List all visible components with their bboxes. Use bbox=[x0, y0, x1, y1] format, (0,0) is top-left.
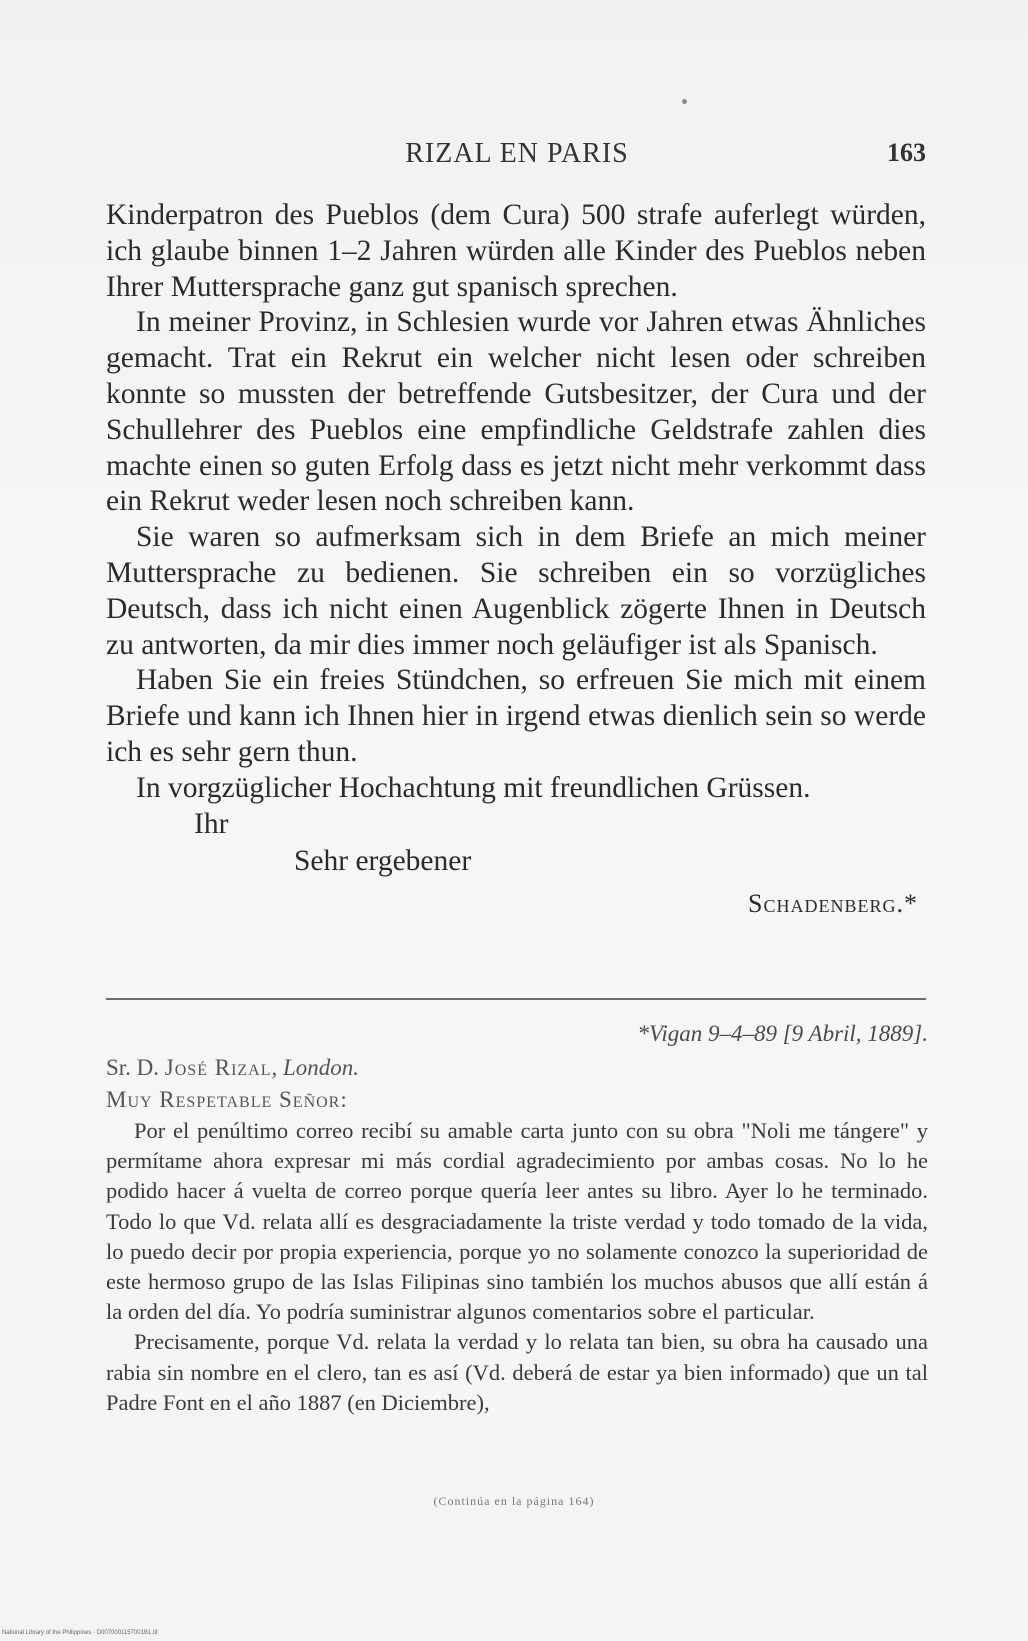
ink-speck bbox=[682, 99, 687, 104]
footnote: *Vigan 9–4–89 [9 Abril, 1889]. bbox=[637, 1021, 928, 1046]
continuation-note: (Continúa en la página 164) bbox=[433, 1494, 595, 1508]
reply-heading bbox=[106, 1052, 359, 1116]
signature: Schadenberg.* bbox=[748, 889, 918, 919]
addressee-prefix: Sr. D. bbox=[106, 1055, 160, 1080]
addressee-place: , London. bbox=[271, 1055, 360, 1080]
letter-paragraph: Sie waren so aufmerksam sich in dem Briefe an mich meiner Muttersprache zu bedienen. Sie schreiben ein so vorzügliches Deutsch, dass ich nicht einen Augenblick zögerte Ihnen in Deutsch zu antworten, da mir dies immer noch geläufiger ist als Spanisch. bbox=[106, 521, 926, 661]
letter-closing-ihr: Ihr bbox=[194, 807, 229, 840]
letter-closing: In vorgzüglicher Hochachtung mit freundlichen Grüssen. bbox=[136, 771, 811, 804]
salutation: Muy Respetable Señor: bbox=[106, 1087, 348, 1112]
reply-paragraph: Por el penúltimo correo recibí su amable carta junto con su obra "Noli me tángere" y permítame ahora expresar mi más cordial agradecimiento por ambas cosas. No lo he podido hacer á vuelta de correo porque quería leer antes su libro. Ayer lo he terminado. Todo lo que Vd. relata allí es desgraciadamente la triste verdad y todo tomado de la vida, lo puedo decir por propia experiencia, porque yo no solamente conozco la superioridad de este hermoso grupo de las Islas Filipinas sino también los muchos abusos que allí están á la orden del día. Yo podría suministrar algunos comentarios sobre el particular. bbox=[106, 1118, 928, 1325]
addressee-name: José Rizal bbox=[164, 1055, 272, 1080]
library-credit: National Library of the Philippines · D0070001157001B1.tif bbox=[2, 1630, 158, 1636]
letter-paragraph: Kinderpatron des Pueblos (dem Cura) 500 strafe auferlegt würden, ich glaube binnen 1–2 Jahren würden alle Kinder des Pueblos neben Ihrer Muttersprache ganz gut spanisch sprechen. bbox=[106, 199, 926, 303]
letter-paragraph: Haben Sie ein freies Stündchen, so erfreuen Sie mich mit einem Briefe und kann ich Ihnen hier in irgend etwas dienlich sein so werde ich es sehr gern thun. bbox=[106, 664, 926, 768]
letter-paragraph: In meiner Provinz, in Schlesien wurde vor Jahren etwas Ähnliches gemacht. Trat ein Rekrut ein welcher nicht lesen oder schreiben konnte so mussten der betreffende Gutsbesitzer, der Cura und der Schullehrer des Pueblos eine empfindliche Geldstrafe zahlen dies machte einen so guten Erfolg dass es jetzt nicht mehr verkommt dass ein Rekrut weder lesen noch schreiben kann. bbox=[106, 306, 926, 518]
page-header bbox=[108, 138, 926, 172]
letter-closing-ergebener: Sehr ergebener bbox=[294, 845, 472, 878]
german-letter bbox=[106, 198, 926, 922]
page-number: 163 bbox=[887, 138, 926, 167]
spanish-letter bbox=[106, 1116, 928, 1418]
reply-paragraph: Precisamente, porque Vd. relata la verdad y lo relata tan bien, su obra ha causado una rabia sin nombre en el clero, tan es así (Vd. deberá de estar ya bien informado) que un tal Padre Font en el año 1887 (en Diciembre), bbox=[106, 1329, 928, 1415]
addressee-line bbox=[106, 1052, 359, 1084]
running-title: RIZAL EN PARIS bbox=[405, 138, 629, 169]
section-divider bbox=[106, 998, 926, 1000]
